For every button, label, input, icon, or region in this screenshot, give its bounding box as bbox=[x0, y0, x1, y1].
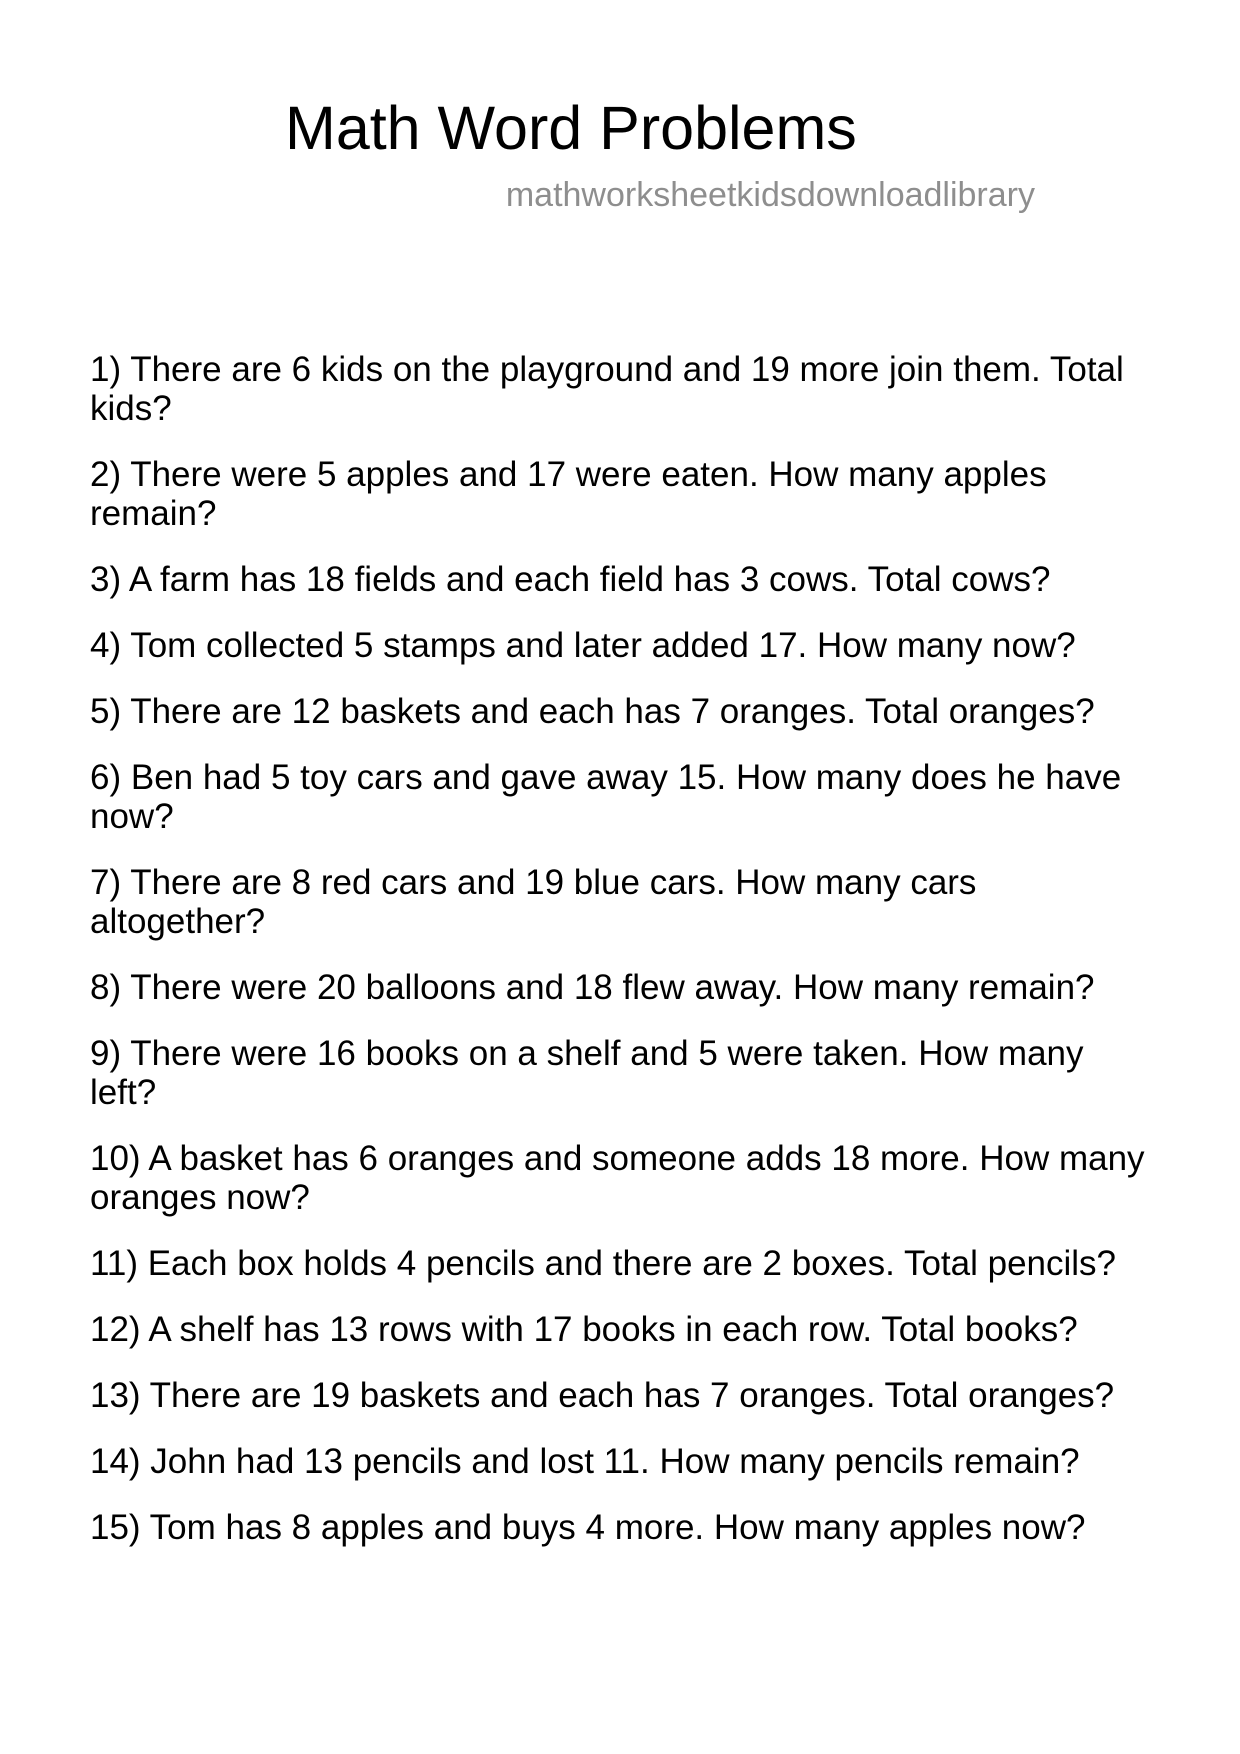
problem-4: 4) Tom collected 5 stamps and later added 17. How many now? bbox=[90, 626, 1076, 665]
problem-7: 7) There are 8 red cars and 19 blue cars. How many cars altogether? bbox=[90, 863, 977, 941]
page-title: Math Word Problems bbox=[285, 94, 857, 162]
watermark-subtitle: mathworksheetkidsdownloadlibrary bbox=[505, 176, 1035, 214]
problem-13: 13) There are 19 baskets and each has 7 oranges. Total oranges? bbox=[90, 1376, 1115, 1415]
problem-1: 1) There are 6 kids on the playground and 19 more join them. Total kids? bbox=[90, 350, 1124, 428]
problem-12: 12) A shelf has 13 rows with 17 books in each row. Total books? bbox=[90, 1310, 1078, 1349]
problem-5: 5) There are 12 baskets and each has 7 oranges. Total oranges? bbox=[90, 692, 1095, 731]
problem-15: 15) Tom has 8 apples and buys 4 more. How many apples now? bbox=[90, 1508, 1086, 1547]
problem-3: 3) A farm has 18 fields and each field has 3 cows. Total cows? bbox=[90, 560, 1051, 599]
problem-6: 6) Ben had 5 toy cars and gave away 15. How many does he have now? bbox=[90, 758, 1122, 836]
problem-11: 11) Each box holds 4 pencils and there are 2 boxes. Total pencils? bbox=[90, 1244, 1117, 1283]
problem-14: 14) John had 13 pencils and lost 11. How many pencils remain? bbox=[90, 1442, 1080, 1481]
problem-9: 9) There were 16 books on a shelf and 5 were taken. How many left? bbox=[90, 1034, 1084, 1112]
problems-list bbox=[90, 350, 1150, 1574]
problem-2: 2) There were 5 apples and 17 were eaten. How many apples remain? bbox=[90, 455, 1047, 533]
problem-8: 8) There were 20 balloons and 18 flew away. How many remain? bbox=[90, 968, 1095, 1007]
problem-10: 10) A basket has 6 oranges and someone adds 18 more. How many oranges now? bbox=[90, 1139, 1145, 1217]
